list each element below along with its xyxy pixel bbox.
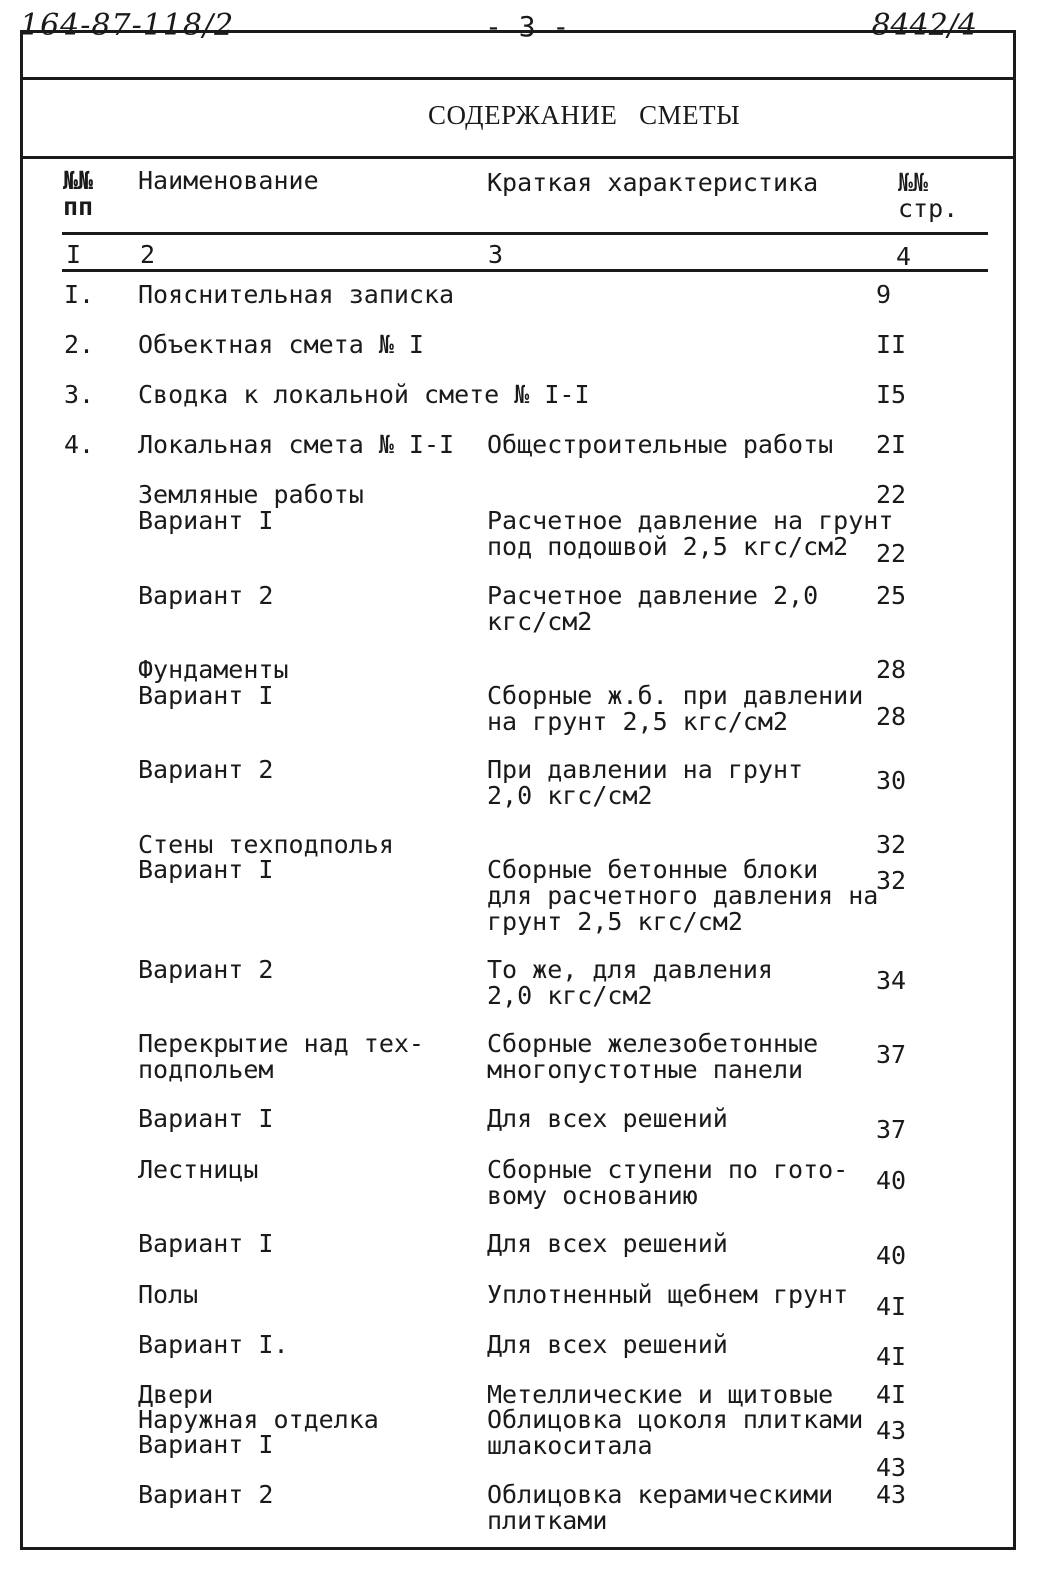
row-name: Полы (138, 1280, 199, 1309)
row-name: Пояснительная записка (138, 280, 455, 309)
row-page: 22 (876, 480, 907, 509)
row-name: Двери (138, 1380, 214, 1409)
column-header-name: Наименование (138, 166, 319, 195)
header-rule (62, 232, 988, 235)
row-name: Локальная смета № I-I (138, 430, 455, 459)
row-name: Вариант 2 (138, 755, 274, 784)
row-page: 30 (876, 766, 907, 795)
row-page: 37 (876, 1115, 907, 1144)
row-description: Облицовка керамическими плитками (487, 1480, 834, 1535)
column-number-2: 2 (140, 240, 156, 269)
row-description: Для всех решений (487, 1330, 728, 1359)
row-page: I5 (876, 380, 907, 409)
column-header-page: №№ стр. (898, 168, 959, 223)
row-page: 4I (876, 1292, 907, 1321)
row-name: Вариант I (138, 1430, 274, 1459)
row-page: 28 (876, 702, 907, 731)
row-description: Расчетное давление на грунт под подошвой 2,5 кгс/см2 (487, 506, 894, 561)
row-page: 34 (876, 966, 907, 995)
document-code: 164-87-118/2 (20, 8, 235, 43)
row-description: Сборные бетонные блоки для расчетного давления на грунт 2,5 кгс/см2 (487, 855, 879, 936)
row-name: Вариант I. (138, 1330, 289, 1359)
row-page: 32 (876, 866, 907, 895)
column-number-3: 3 (488, 240, 504, 269)
row-description: Общестроительные работы (487, 430, 834, 459)
row-name: Перекрытие над тех- подпольем (138, 1029, 424, 1084)
row-page: 43 (876, 1416, 907, 1445)
row-name: Вариант I (138, 1229, 274, 1258)
row-name: Вариант 2 (138, 1480, 274, 1509)
row-name: Вариант I (138, 855, 274, 884)
row-number: 3. (64, 380, 95, 409)
row-page: 43 (876, 1480, 907, 1509)
column-header-num: №№ пп (63, 166, 94, 221)
title-rule (20, 156, 1016, 159)
row-description: При давлении на грунт 2,0 кгс/см2 (487, 755, 804, 810)
row-page: 32 (876, 830, 907, 859)
row-page: 4I (876, 1380, 907, 1409)
document-title: СОДЕРЖАНИЕ СМЕТЫ (428, 100, 741, 130)
row-name: Вариант 2 (138, 581, 274, 610)
row-name: Вариант I (138, 681, 274, 710)
row-page: 9 (876, 280, 892, 309)
row-description: Сборные железобетонные многопустотные панели (487, 1029, 819, 1084)
row-number: I. (64, 280, 95, 309)
row-page: 40 (876, 1241, 907, 1270)
row-page: 22 (876, 539, 907, 568)
column-header-desc: Краткая характеристика (487, 168, 819, 197)
row-page: 28 (876, 655, 907, 684)
inventory-number: 8442/4 (871, 8, 977, 43)
row-description: То же, для давления 2,0 кгс/см2 (487, 955, 773, 1010)
row-number: 2. (64, 330, 95, 359)
row-description: Сборные ступени по гото- вому основанию (487, 1155, 849, 1210)
column-number-4: 4 (896, 242, 912, 271)
page-number: - 3 - (485, 10, 570, 43)
row-description: Для всех решений (487, 1104, 728, 1133)
row-name: Фундаменты (138, 655, 289, 684)
row-description: Облицовка цоколя плитками шлакоситала (487, 1405, 864, 1460)
row-description: Для всех решений (487, 1229, 728, 1258)
row-name: Наружная отделка (138, 1405, 379, 1434)
row-page: 43 (876, 1453, 907, 1482)
row-description: Уплотненный щебнем грунт (487, 1280, 849, 1309)
row-page: 2I (876, 430, 907, 459)
row-name: Сводка к локальной смете № I-I (138, 380, 590, 409)
row-number: 4. (64, 430, 95, 459)
row-name: Лестницы (138, 1155, 259, 1184)
column-number-rule (62, 269, 988, 272)
row-name: Объектная смета № I (138, 330, 424, 359)
row-name: Вариант 2 (138, 955, 274, 984)
row-page: 40 (876, 1166, 907, 1195)
row-name: Стены техподполья (138, 830, 394, 859)
row-name: Вариант I (138, 506, 274, 535)
row-description: Расчетное давление 2,0 кгс/см2 (487, 581, 819, 636)
row-page: 4I (876, 1342, 907, 1371)
row-description: Сборные ж.б. при давлении на грунт 2,5 кгс/см2 (487, 681, 864, 736)
column-number-1: I (66, 240, 82, 269)
row-page: 37 (876, 1040, 907, 1069)
row-name: Вариант I (138, 1104, 274, 1133)
row-page: 25 (876, 581, 907, 610)
row-description: Метеллические и щитовые (487, 1380, 834, 1409)
row-page: II (876, 330, 907, 359)
row-name: Земляные работы (138, 480, 364, 509)
